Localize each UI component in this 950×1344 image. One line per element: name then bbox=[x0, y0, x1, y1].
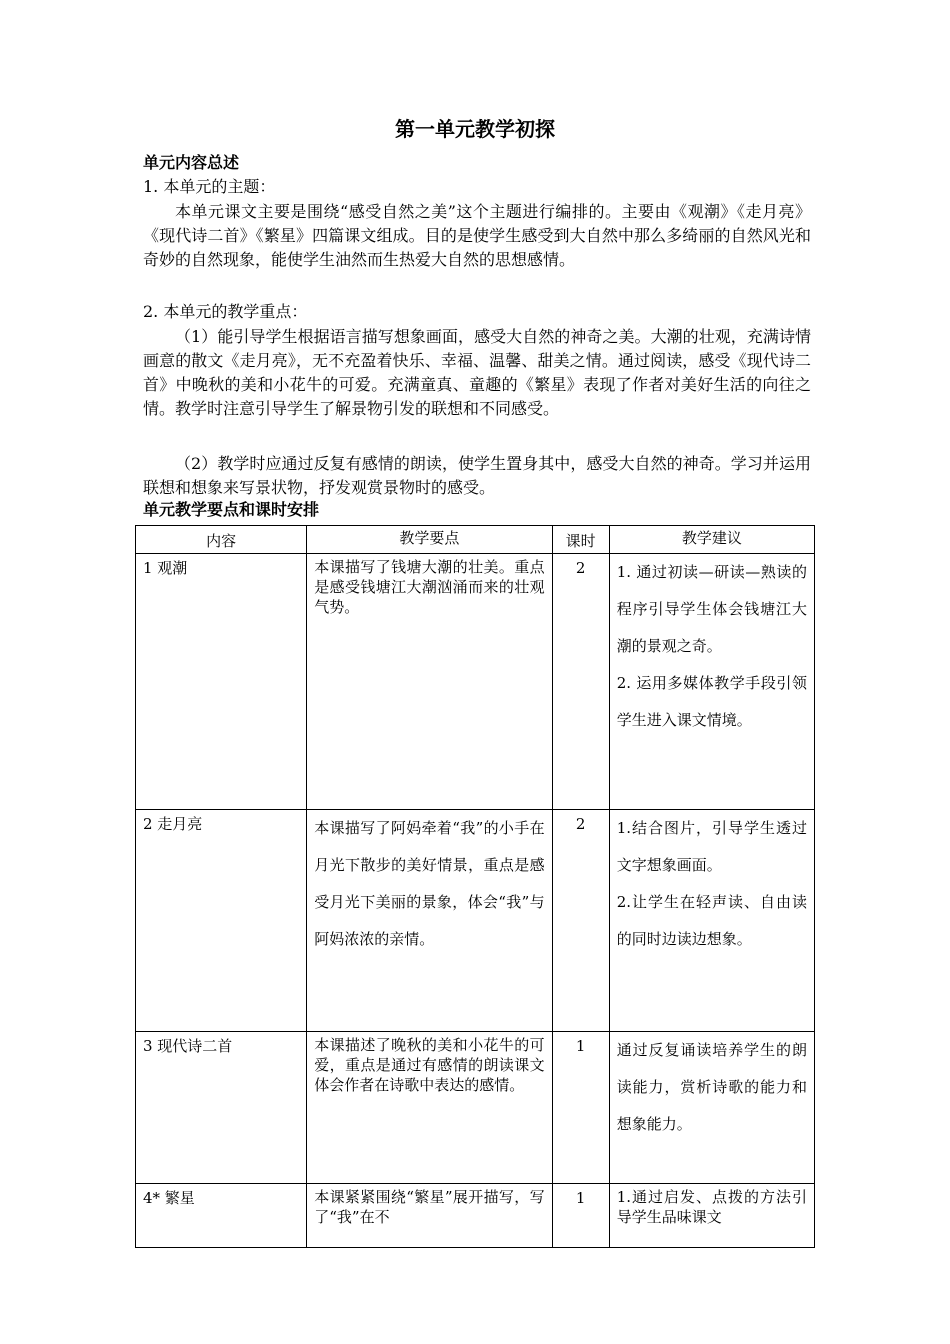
cell-hours: 1 bbox=[552, 1184, 609, 1248]
cell-content: 4* 繁星 bbox=[136, 1184, 307, 1248]
col-header-content: 内容 bbox=[136, 526, 307, 554]
cell-content: 1 观潮 bbox=[136, 554, 307, 810]
cell-hours: 1 bbox=[552, 1032, 609, 1184]
table-row bbox=[136, 1184, 815, 1248]
cell-content: 3 现代诗二首 bbox=[136, 1032, 307, 1184]
theme-text: 本单元课文主要是围绕“感受自然之美”这个主题进行编排的。主要由《观潮》《走月亮》《现代诗二首》《繁星》四篇课文组成。目的是使学生感受到大自然中那么多绮丽的自然风光和奇妙的自然现象，能使学生油然而生热爱大自然的思想感情。 bbox=[143, 202, 811, 269]
suggestion-item: 通过反复诵读培养学生的朗读能力，赏析诗歌的能力和想象能力。 bbox=[616, 1041, 807, 1133]
focus-text-1: （1）能引导学生根据语言描写想象画面，感受大自然的神奇之美。大潮的壮观，充满诗情画意的散文《走月亮》，无不充盈着快乐、幸福、温馨、甜美之情。通过阅读，感受《现代诗二首》中晚秋的美和小花牛的可爱。充满童真、童趣的《繁星》表现了作者对美好生活的向往之情。教学时注意引导学生了解景物引发的联想和不同感受。 bbox=[143, 327, 811, 418]
overview-heading: 单元内容总述 bbox=[143, 153, 240, 172]
cell-hours: 2 bbox=[552, 810, 609, 1032]
cell-suggestions bbox=[609, 810, 814, 1032]
cell-points: 本课描述了晚秋的美和小花牛的可爱，重点是通过有感情的朗读课文体会作者在诗歌中表达的感情。 bbox=[307, 1032, 552, 1184]
theme-label: 1. 本单元的主题： bbox=[143, 177, 276, 196]
cell-suggestions bbox=[609, 554, 814, 810]
cell-points-text: 本课紧紧围绕“繁星”展开描写，写了“我”在不 bbox=[314, 1188, 545, 1226]
focus-paragraph-2 bbox=[143, 452, 811, 500]
table-row bbox=[136, 554, 815, 810]
col-header-suggestions: 教学建议 bbox=[609, 526, 814, 554]
table-header-row bbox=[136, 526, 815, 554]
page-title: 第一单元教学初探 bbox=[395, 117, 555, 141]
suggestion-item: 1.结合图片，引导学生透过文字想象画面。 bbox=[616, 819, 807, 874]
suggestion-item: 1.通过启发、点拨的方法引导学生品味课文 bbox=[616, 1188, 807, 1226]
cell-points: 本课描写了钱塘大潮的壮美。重点是感受钱塘江大潮汹涌而来的壮观气势。 bbox=[307, 554, 552, 810]
cell-points bbox=[307, 1184, 552, 1248]
focus-paragraph-1 bbox=[143, 325, 811, 421]
cell-suggestions bbox=[609, 1184, 814, 1248]
lesson-plan-table bbox=[135, 525, 815, 1248]
col-header-hours: 课时 bbox=[552, 526, 609, 554]
theme-paragraph bbox=[143, 200, 811, 272]
plan-heading: 单元教学要点和课时安排 bbox=[143, 500, 320, 519]
suggestion-item: 2. 运用多媒体教学手段引领学生进入课文情境。 bbox=[616, 674, 807, 729]
cell-suggestions bbox=[609, 1032, 814, 1184]
suggestion-item: 2.让学生在轻声读、自由读的同时边读边想象。 bbox=[616, 893, 807, 948]
table-row bbox=[136, 810, 815, 1032]
cell-points: 本课描写了阿妈牵着“我”的小手在月光下散步的美好情景，重点是感受月光下美丽的景象，体会“我”与阿妈浓浓的亲情。 bbox=[307, 810, 552, 1032]
suggestion-item: 1. 通过初读—研读—熟读的程序引导学生体会钱塘江大潮的景观之奇。 bbox=[616, 563, 807, 655]
col-header-points: 教学要点 bbox=[307, 526, 552, 554]
focus-text-2: （2）教学时应通过反复有感情的朗读，使学生置身其中，感受大自然的神奇。学习并运用联想和想象来写景状物，抒发观赏景物时的感受。 bbox=[143, 454, 811, 497]
table-row bbox=[136, 1032, 815, 1184]
cell-hours: 2 bbox=[552, 554, 609, 810]
focus-label: 2. 本单元的教学重点： bbox=[143, 302, 308, 321]
cell-content: 2 走月亮 bbox=[136, 810, 307, 1032]
